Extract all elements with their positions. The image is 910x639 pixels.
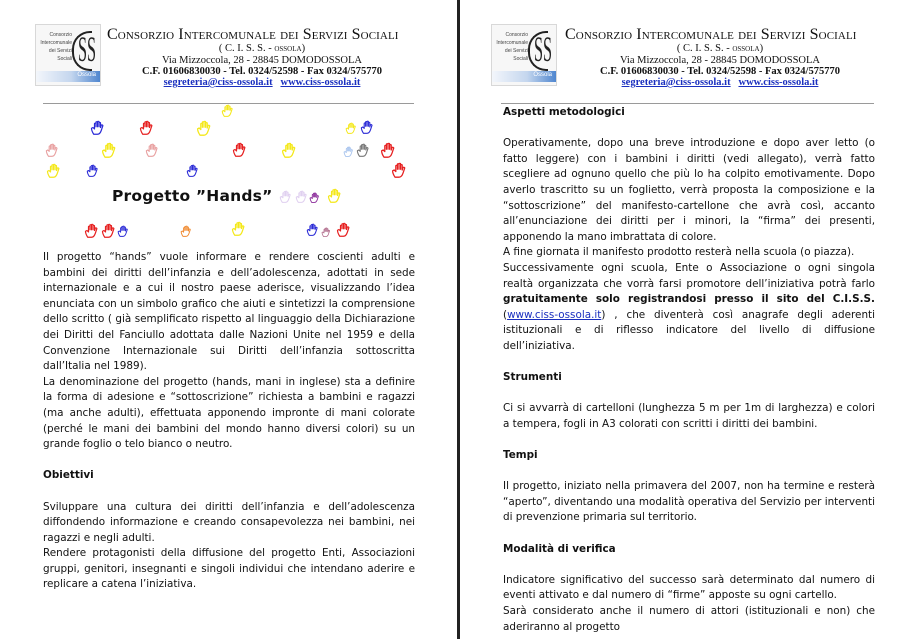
letterhead (0, 0, 458, 100)
hand-print-icon (279, 190, 292, 203)
hand-print-icon (101, 142, 117, 158)
objectives-paragraph: Rendere protagonisti della diffusione del progetto Enti, Associazioni gruppi, genitori, insegnanti e singoli individui che intendano aderire e replicare a catena l’iniziativa. (43, 547, 415, 591)
hand-print-icon (345, 122, 357, 134)
verify-paragraph: Indicatore significativo del successo sarà determinato dal numero di eventi attivato e dal numero di “firme” apposte su ogni cartello. (503, 573, 875, 602)
header-rule (501, 103, 874, 104)
hand-print-icon (391, 162, 407, 178)
project-title: Progetto ”Hands” (112, 187, 273, 205)
hand-print-icon (180, 225, 192, 237)
hand-print-icon (306, 223, 319, 236)
page-divider (457, 0, 460, 639)
hand-print-icon (45, 143, 59, 157)
hand-print-icon (84, 223, 99, 238)
verify-heading: Modalità di verifica (503, 542, 616, 555)
logo-line: Consorzio (505, 32, 528, 38)
tools-heading: Strumenti (503, 371, 562, 384)
address-line: Via Mizzoccola, 28 - 28845 DOMODOSSOLA (619, 55, 820, 66)
hand-print-icon (327, 188, 342, 203)
paren: ( (503, 308, 508, 321)
logo-line: dei Servizi (504, 48, 528, 54)
hand-print-icon (86, 164, 99, 177)
logo-line: Intercomunale (40, 40, 72, 46)
contact-links (107, 77, 417, 89)
logo-band (492, 71, 556, 82)
logo-line: dei Servizi (48, 48, 72, 54)
methods-paragraph (503, 261, 875, 355)
hand-print-icon (336, 222, 351, 237)
hand-print-icon (231, 221, 246, 236)
logo-line: Sociali (57, 56, 72, 62)
hand-print-icon (380, 142, 396, 158)
objectives-paragraph: Sviluppare una cultura dei diritti dell’infanzia e dell’adolescenza diffondendo informazione e creando consapevolezza nei bambini, nei ragazzi e negli adulti. (43, 500, 415, 544)
hand-print-icon (360, 120, 374, 134)
logo-line: Consorzio (49, 32, 72, 38)
methods-heading: Aspetti metodologici (503, 106, 625, 118)
right-body (503, 105, 875, 635)
objectives-heading: Obiettivi (43, 469, 94, 482)
methods-bold-text: gratuitamente solo registrandosi presso il sito del C.I.S.S. (503, 293, 875, 306)
hand-print-icon (117, 225, 129, 237)
acronym-line (565, 43, 875, 55)
logo-line: Sociali (513, 56, 528, 62)
methods-paragraph: A fine giornata il manifesto prodotto resterà nella scuola (o piazza). (503, 246, 855, 259)
org-name: Consorzio Intercomunale dei Servizi Sociali (565, 26, 857, 43)
email-link[interactable]: segreteria@ciss-ossola.it (621, 77, 731, 88)
verify-paragraph: Sarà considerato anche il numero di attori (istituzionali e non) che aderiranno al progetto (503, 605, 875, 633)
hand-print-icon (343, 146, 354, 157)
hand-print-icon (186, 164, 199, 177)
letterhead (461, 0, 910, 100)
tools-paragraph: Ci si avvarrà di cartelloni (lunghezza 5 m per 1m di larghezza) e colori a tempera, fogli in A3 colorati con scritti i diritti dei bambini. (503, 402, 875, 430)
ciss-logo (35, 24, 101, 86)
hand-print-icon (139, 120, 154, 135)
logo-ss-glyph: SS (77, 29, 96, 69)
hand-print-icon (221, 104, 234, 117)
hand-print-icon (101, 223, 116, 238)
ciss-website-link[interactable]: www.ciss-ossola.it (507, 308, 602, 321)
acronym-text: ( C. I. S. S. - ossola) (676, 43, 764, 54)
hand-print-icon (46, 163, 61, 178)
methods-paragraph: Operativamente, dopo una breve introduzione e dopo aver letto (o fatto leggere) con i bambini i diritti (vedi allegato), verrà fatto scegliere ad ognuno quello che più lo ha colpito emotivamente. Dopo averlo trascritto su un foglietto, verrà proposta la composizione e la “sottoscrizione” del manifesto-cartellone che avrà così, accanto all’enunciazione dei diritti per i minori, la “firma” dei presenti, apponendo la mano imbrattata di colore. (503, 137, 875, 243)
intro-paragraph: Il progetto “hands” vuole informare e rendere coscienti adulti e bambini dei diritti dell’infanzia e dell’adolescenza, adottati in sede internazionale e a cui il nostro paese aderisce, visualizzando l’idea enunciata con un simbolo grafico che aiuti e sintetizzi la comprensione dello scritto ( già semplificato rispetto al linguaggio della Dichiarazione dei Diritti del Fanciullo adottata dalle Nazioni Unite nel 1959 e della Convenzione Internazionale sui Diritti dell’infanzia sottoscritta dall’Italia nel 1989). (43, 251, 415, 373)
hand-print-icon (145, 143, 159, 157)
acronym-text: ( C. I. S. S. - ossola) (218, 43, 306, 54)
hand-print-icon (356, 143, 370, 157)
hand-print-icon (90, 120, 105, 135)
website-link[interactable]: www.ciss-ossola.it (738, 77, 819, 88)
acronym-line (107, 43, 417, 55)
website-link[interactable]: www.ciss-ossola.it (280, 77, 361, 88)
right-page (461, 0, 910, 639)
address-line: Via Mizzoccola, 28 - 28845 DOMODOSSOLA (161, 55, 362, 66)
fiscal-line: C.F. 01606830030 - Tel. 0324/52598 - Fax 0324/575770 (600, 66, 840, 77)
hand-print-icon (281, 142, 297, 158)
hand-print-icon (309, 192, 320, 203)
logo-band-label: Ossola (77, 72, 96, 78)
hand-print-icon (321, 227, 331, 237)
hand-print-icon (232, 142, 247, 157)
methods-text: Successivamente ogni scuola, Ente o Associazione o ogni singola realtà organizzata che vorrà farsi promotore dell’iniziativa potrà farlo (503, 261, 875, 290)
org-name: Consorzio Intercomunale dei Servizi Sociali (107, 26, 399, 43)
logo-band-label: Ossola (533, 72, 552, 78)
intro-paragraph: La denominazione del progetto (hands, mani in inglese) sta a definire la forma di adesione e “sottoscrizione” richiesta a bambini e ragazzi (ma anche adulti), effettuata apponendo impronte di mani colorate (perché le mani dei bambini del mondo hanno diversi colori) su un grande foglio o telo bianco o neutro. (43, 375, 415, 451)
logo-text (496, 31, 528, 63)
time-heading: Tempi (503, 449, 538, 462)
email-link[interactable]: segreteria@ciss-ossola.it (163, 77, 273, 88)
logo-text (40, 31, 72, 63)
fiscal-line: C.F. 01606830030 - Tel. 0324/52598 - Fax 0324/575770 (142, 66, 382, 77)
left-body (43, 250, 415, 593)
logo-line: Intercomunale (496, 40, 528, 46)
hand-print-icon (295, 190, 308, 203)
contact-links (565, 77, 875, 89)
logo-ss-glyph: SS (533, 29, 552, 69)
methods-text: ) , che diventerà così anagrafe degli aderenti istituzionali e di riflesso indicatore del livello di diffusione dell’iniziativa. (503, 308, 875, 352)
time-paragraph: Il progetto, iniziato nella primavera del 2007, non ha termine e resterà “aperto”, diventando una modalità operativa del Servizio per interventi di prevenzione primaria sul territorio. (503, 480, 875, 524)
hand-print-icon (196, 120, 212, 136)
logo-band (36, 71, 100, 82)
ciss-logo (491, 24, 557, 86)
